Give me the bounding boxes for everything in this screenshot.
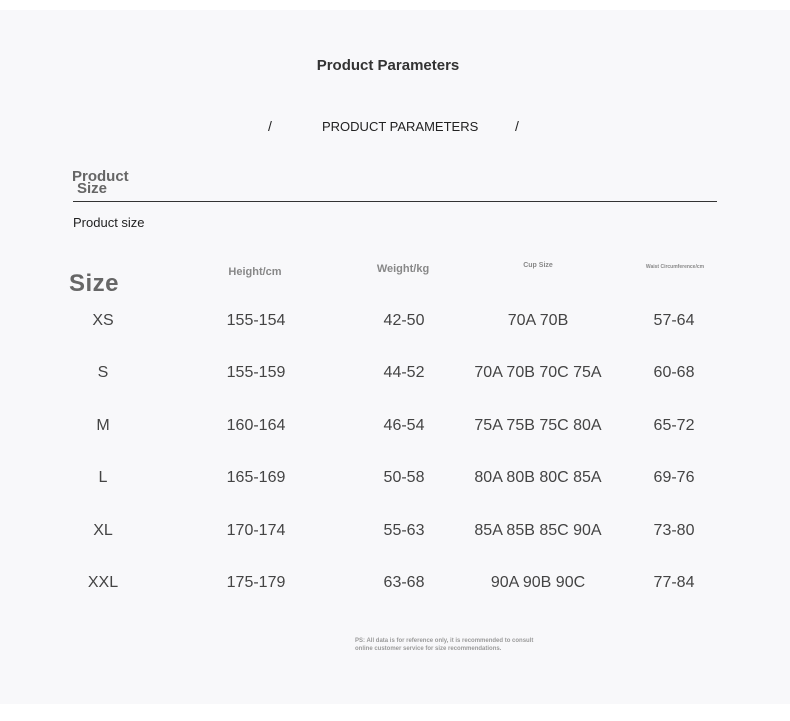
row-height-xl: 170-174: [226, 522, 286, 539]
row-height-xs: 155-154: [226, 312, 286, 329]
section-label-line2: Size: [77, 180, 108, 197]
parameters-panel: [0, 10, 790, 704]
row-weight-xs: 42-50: [383, 312, 425, 329]
waist-column-header: Waist Circumference/cm: [645, 264, 705, 270]
footnote-line1: PS: All data is for reference only, it is recommended to consult: [355, 638, 534, 644]
row-cup-xxl: 90A 90B 90C: [490, 574, 586, 591]
row-height-xxl: 175-179: [226, 574, 286, 591]
row-height-s: 155-159: [226, 364, 286, 381]
row-weight-xxl: 63-68: [383, 574, 425, 591]
row-cup-l: 80A 80B 80C 85A: [474, 469, 602, 486]
section-rule: [73, 201, 717, 202]
row-cup-m: 75A 75B 75C 80A: [474, 417, 602, 434]
row-weight-m: 46-54: [383, 417, 425, 434]
row-height-m: 160-164: [226, 417, 286, 434]
cup-column-header: Cup Size: [523, 262, 553, 269]
row-cup-s: 70A 70B 70C 75A: [474, 364, 602, 381]
row-waist-xs: 57-64: [653, 312, 695, 329]
footnote-line2: online customer service for size recommendations.: [355, 646, 502, 652]
row-waist-xxl: 77-84: [653, 574, 695, 591]
page-subtitle: PRODUCT PARAMETERS: [322, 119, 479, 134]
row-weight-s: 44-52: [383, 364, 425, 381]
row-size-xxl: XXL: [87, 574, 119, 591]
row-cup-xl: 85A 85B 85C 90A: [474, 522, 602, 539]
row-waist-m: 65-72: [653, 417, 695, 434]
section-sublabel: Product size: [73, 215, 145, 230]
section-label: [72, 168, 129, 197]
row-height-l: 165-169: [226, 469, 286, 486]
row-size-xl: XL: [93, 522, 113, 539]
page-title: Product Parameters: [316, 57, 460, 74]
height-column-header: Height/cm: [228, 266, 282, 278]
row-waist-s: 60-68: [653, 364, 695, 381]
section-label-line1: Product: [72, 168, 129, 185]
divider-slash-left: /: [268, 118, 272, 134]
weight-column-header: Weight/kg: [376, 263, 430, 275]
row-size-s: S: [97, 364, 109, 381]
row-waist-l: 69-76: [653, 469, 695, 486]
row-size-l: L: [98, 469, 108, 486]
row-weight-l: 50-58: [383, 469, 425, 486]
row-weight-xl: 55-63: [383, 522, 425, 539]
size-column-header: Size: [69, 270, 120, 297]
row-waist-xl: 73-80: [653, 522, 695, 539]
row-cup-xs: 70A 70B: [507, 312, 569, 329]
row-size-m: M: [96, 417, 110, 434]
divider-slash-right: /: [515, 118, 519, 134]
row-size-xs: XS: [92, 312, 114, 329]
reference-footnote: [355, 637, 585, 653]
